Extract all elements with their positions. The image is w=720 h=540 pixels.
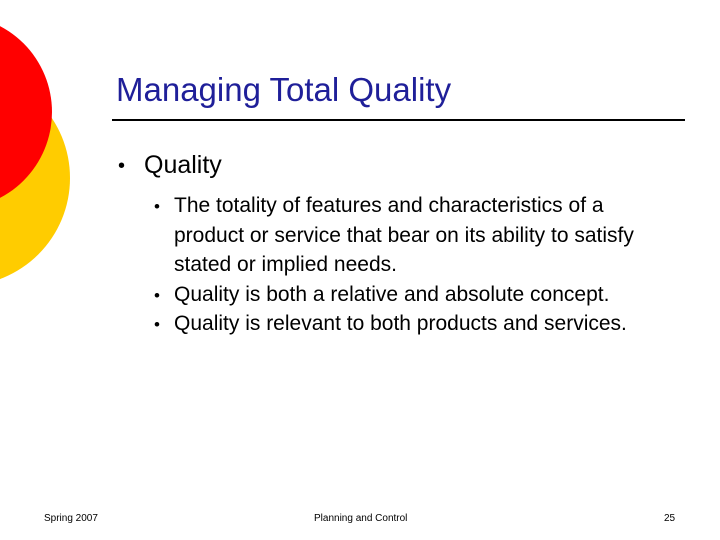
slide-title: Managing Total Quality [116, 71, 452, 108]
sub-bullet-text: Quality is both a relative and absolute concept. [174, 282, 610, 306]
bullet-level1 [118, 149, 222, 181]
footer-date: Spring 2007 [44, 513, 98, 524]
decorative-circles [0, 0, 120, 300]
sub-bullet-list [154, 191, 674, 339]
bullet-icon: • [118, 155, 126, 177]
sub-bullet-text: The totality of features and characteristics of a product or service that bear on its ability to satisfy stated or implied needs. [174, 194, 634, 277]
footer-title: Planning and Control [314, 513, 408, 524]
bullet-icon: • [154, 315, 160, 335]
sub-bullet [154, 191, 674, 280]
sub-bullet-text: Quality is relevant to both products and services. [174, 312, 627, 336]
sub-bullet [154, 309, 674, 339]
sub-bullet [154, 280, 674, 310]
bullet-icon: • [154, 197, 160, 216]
bullet-icon: • [154, 285, 160, 305]
footer-page-number: 25 [664, 513, 676, 524]
title-underline [112, 119, 685, 121]
bullet-level1-text: Quality [144, 151, 222, 179]
